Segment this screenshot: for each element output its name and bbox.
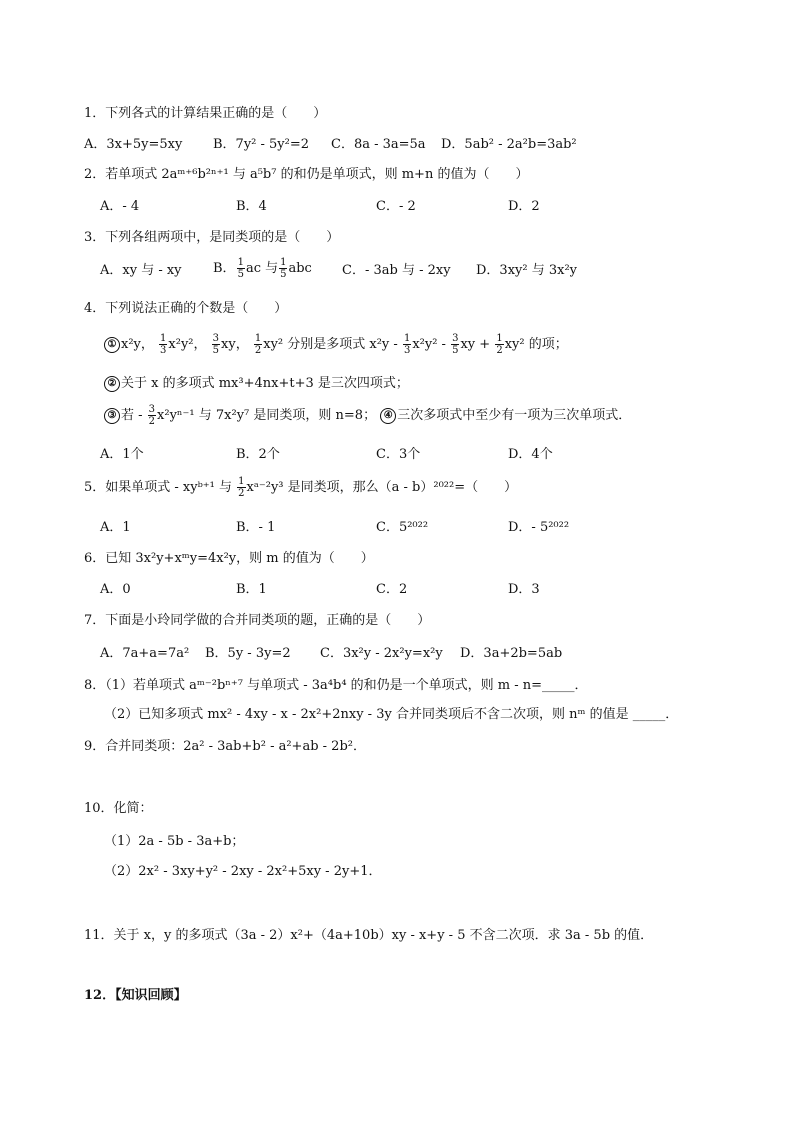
q3-option-c: C．- 3ab 与 - 2xy [342, 263, 451, 278]
q1-option-c: C．8a - 3a=5a [331, 137, 426, 152]
question-4-stem: 4．下列说法正确的个数是（ ） [84, 301, 288, 316]
q4-statement-2: ② 关于 x 的多项式 mx³+4nx+t+3 是三次四项式； [104, 375, 409, 393]
q6-option-a: A．0 [100, 582, 131, 597]
fraction-one-half: $\frac{1}{2}$ [238, 476, 245, 499]
q5-option-a: A．1 [100, 520, 131, 535]
q2-option-d: D．2 [508, 199, 540, 214]
question-8-stem: 8．（1）若单项式 aᵐ⁻²bⁿ⁺⁷ 与单项式 - 3a⁴b⁴ 的和仍是一个单项式，则 m - n=_____． [84, 678, 588, 693]
q1-option-a: A．3x+5y=5xy [84, 137, 183, 152]
q3-option-a: A．xy 与 - xy [100, 263, 182, 278]
q4-statement-3: ③ 若 - $\frac{3}{2}$ x²yⁿ⁻¹ 与 7x²y⁷ 是同类项，则 n=8； ④ 三次多项式中至少有一项为三次单项式． [104, 404, 631, 427]
q5-option-b: B．- 1 [236, 520, 276, 535]
q4-statement-1: ① x²y， $\frac{1}{3}$ x²y²， $\frac{3}{5}$ xy， $\frac{1}{2}$ xy² 分别是多项式 x²y - $\frac{1}{3}$ x²y² - $\frac{3}{5}$ xy + $\frac{1}{2}$ xy² 的项； [104, 333, 568, 356]
marker-4: ④ [380, 408, 396, 424]
question-9-stem: 9．合并同类项：2a² - 3ab+b² - a²+ab - 2b²． [84, 739, 366, 754]
question-3-stem: 3．下列各组两项中，是同类项的是（ ） [84, 230, 340, 245]
question-7-stem: 7．下面是小玲同学做的合并同类项的题，正确的是（ ） [84, 613, 431, 628]
q2-option-a: A．- 4 [100, 199, 140, 214]
marker-2: ② [104, 376, 120, 392]
q10-part-1: （1）2a - 5b - 3a+b； [104, 834, 245, 849]
fraction-one-half: $\frac{1}{2}$ [496, 333, 503, 356]
fraction-three-fifths: $\frac{3}{5}$ [452, 333, 459, 356]
q2-option-b: B．4 [236, 199, 267, 214]
q7-option-b: B．5y - 3y=2 [205, 646, 291, 661]
marker-1: ① [104, 337, 120, 353]
q8-part-2: （2）已知多项式 mx² - 4xy - x - 2x²+2nxy - 3y 合并同类项后不含二次项，则 nᵐ 的值是 _____． [104, 707, 679, 722]
question-6-stem: 6．已知 3x²y+xᵐy=4x²y，则 m 的值为（ ） [84, 551, 374, 566]
q1-option-b: B．7y² - 5y²=2 [213, 137, 310, 152]
q1-option-d: D．5ab² - 2a²b=3ab² [441, 137, 577, 152]
q3-option-b-label: B． [213, 261, 236, 276]
fraction-one-half: $\frac{1}{2}$ [254, 333, 262, 356]
q4-option-a: A．1个 [100, 447, 144, 462]
q10-part-2: （2）2x² - 3xy+y² - 2xy - 2x²+5xy - 2y+1． [104, 864, 382, 879]
q6-option-d: D．3 [508, 582, 540, 597]
question-1-stem: 1．下列各式的计算结果正确的是（ ） [84, 106, 327, 121]
fraction-one-third: $\frac{1}{3}$ [160, 333, 167, 356]
q6-option-c: C．2 [376, 582, 408, 597]
q7-option-a: A．7a+a=7a² [100, 646, 190, 661]
q2-option-c: C．- 2 [376, 199, 416, 214]
question-5-stem: 5．如果单项式 - xyᵇ⁺¹ 与 $\frac{1}{2}$ xᵃ⁻²y³ 是同类项，那么（a - b）²⁰²²=（ ） [84, 476, 518, 499]
q7-option-d: D．3a+2b=5ab [460, 646, 563, 661]
q7-option-c: C．3x²y - 2x²y=x²y [320, 646, 443, 661]
q3-option-d: D．3xy² 与 3x²y [476, 263, 578, 278]
question-10-stem: 10．化简： [84, 801, 153, 816]
q5-option-c: C．5²⁰²² [376, 520, 429, 535]
q4-option-c: C．3个 [376, 447, 421, 462]
fraction-three-fifths: $\frac{3}{5}$ [212, 333, 220, 356]
fraction-one-fifth: $\frac{1}{5}$ [237, 257, 244, 280]
q4-option-d: D．4个 [508, 447, 553, 462]
marker-3: ③ [104, 408, 120, 424]
q3-option-b: B． $\frac{1}{5}$ ac 与 $\frac{1}{5}$ abc [213, 257, 312, 280]
question-2-stem: 2．若单项式 2aᵐ⁺⁶b²ⁿ⁺¹ 与 a⁵b⁷ 的和仍是单项式，则 m+n 的值为（ ） [84, 167, 529, 182]
fraction-one-fifth: $\frac{1}{5}$ [280, 257, 287, 280]
q4-option-b: B．2个 [236, 447, 280, 462]
question-11-stem: 11．关于 x，y 的多项式（3a - 2）x²+（4a+10b）xy - x+y - 5 不含二次项．求 3a - 5b 的值． [84, 928, 654, 943]
q6-option-b: B．1 [236, 582, 267, 597]
q5-option-d: D．- 5²⁰²² [508, 520, 570, 535]
fraction-three-halves: $\frac{3}{2}$ [148, 404, 156, 427]
question-12-stem: 12．【知识回顾】 [84, 988, 187, 1003]
fraction-one-third: $\frac{1}{3}$ [403, 333, 411, 356]
